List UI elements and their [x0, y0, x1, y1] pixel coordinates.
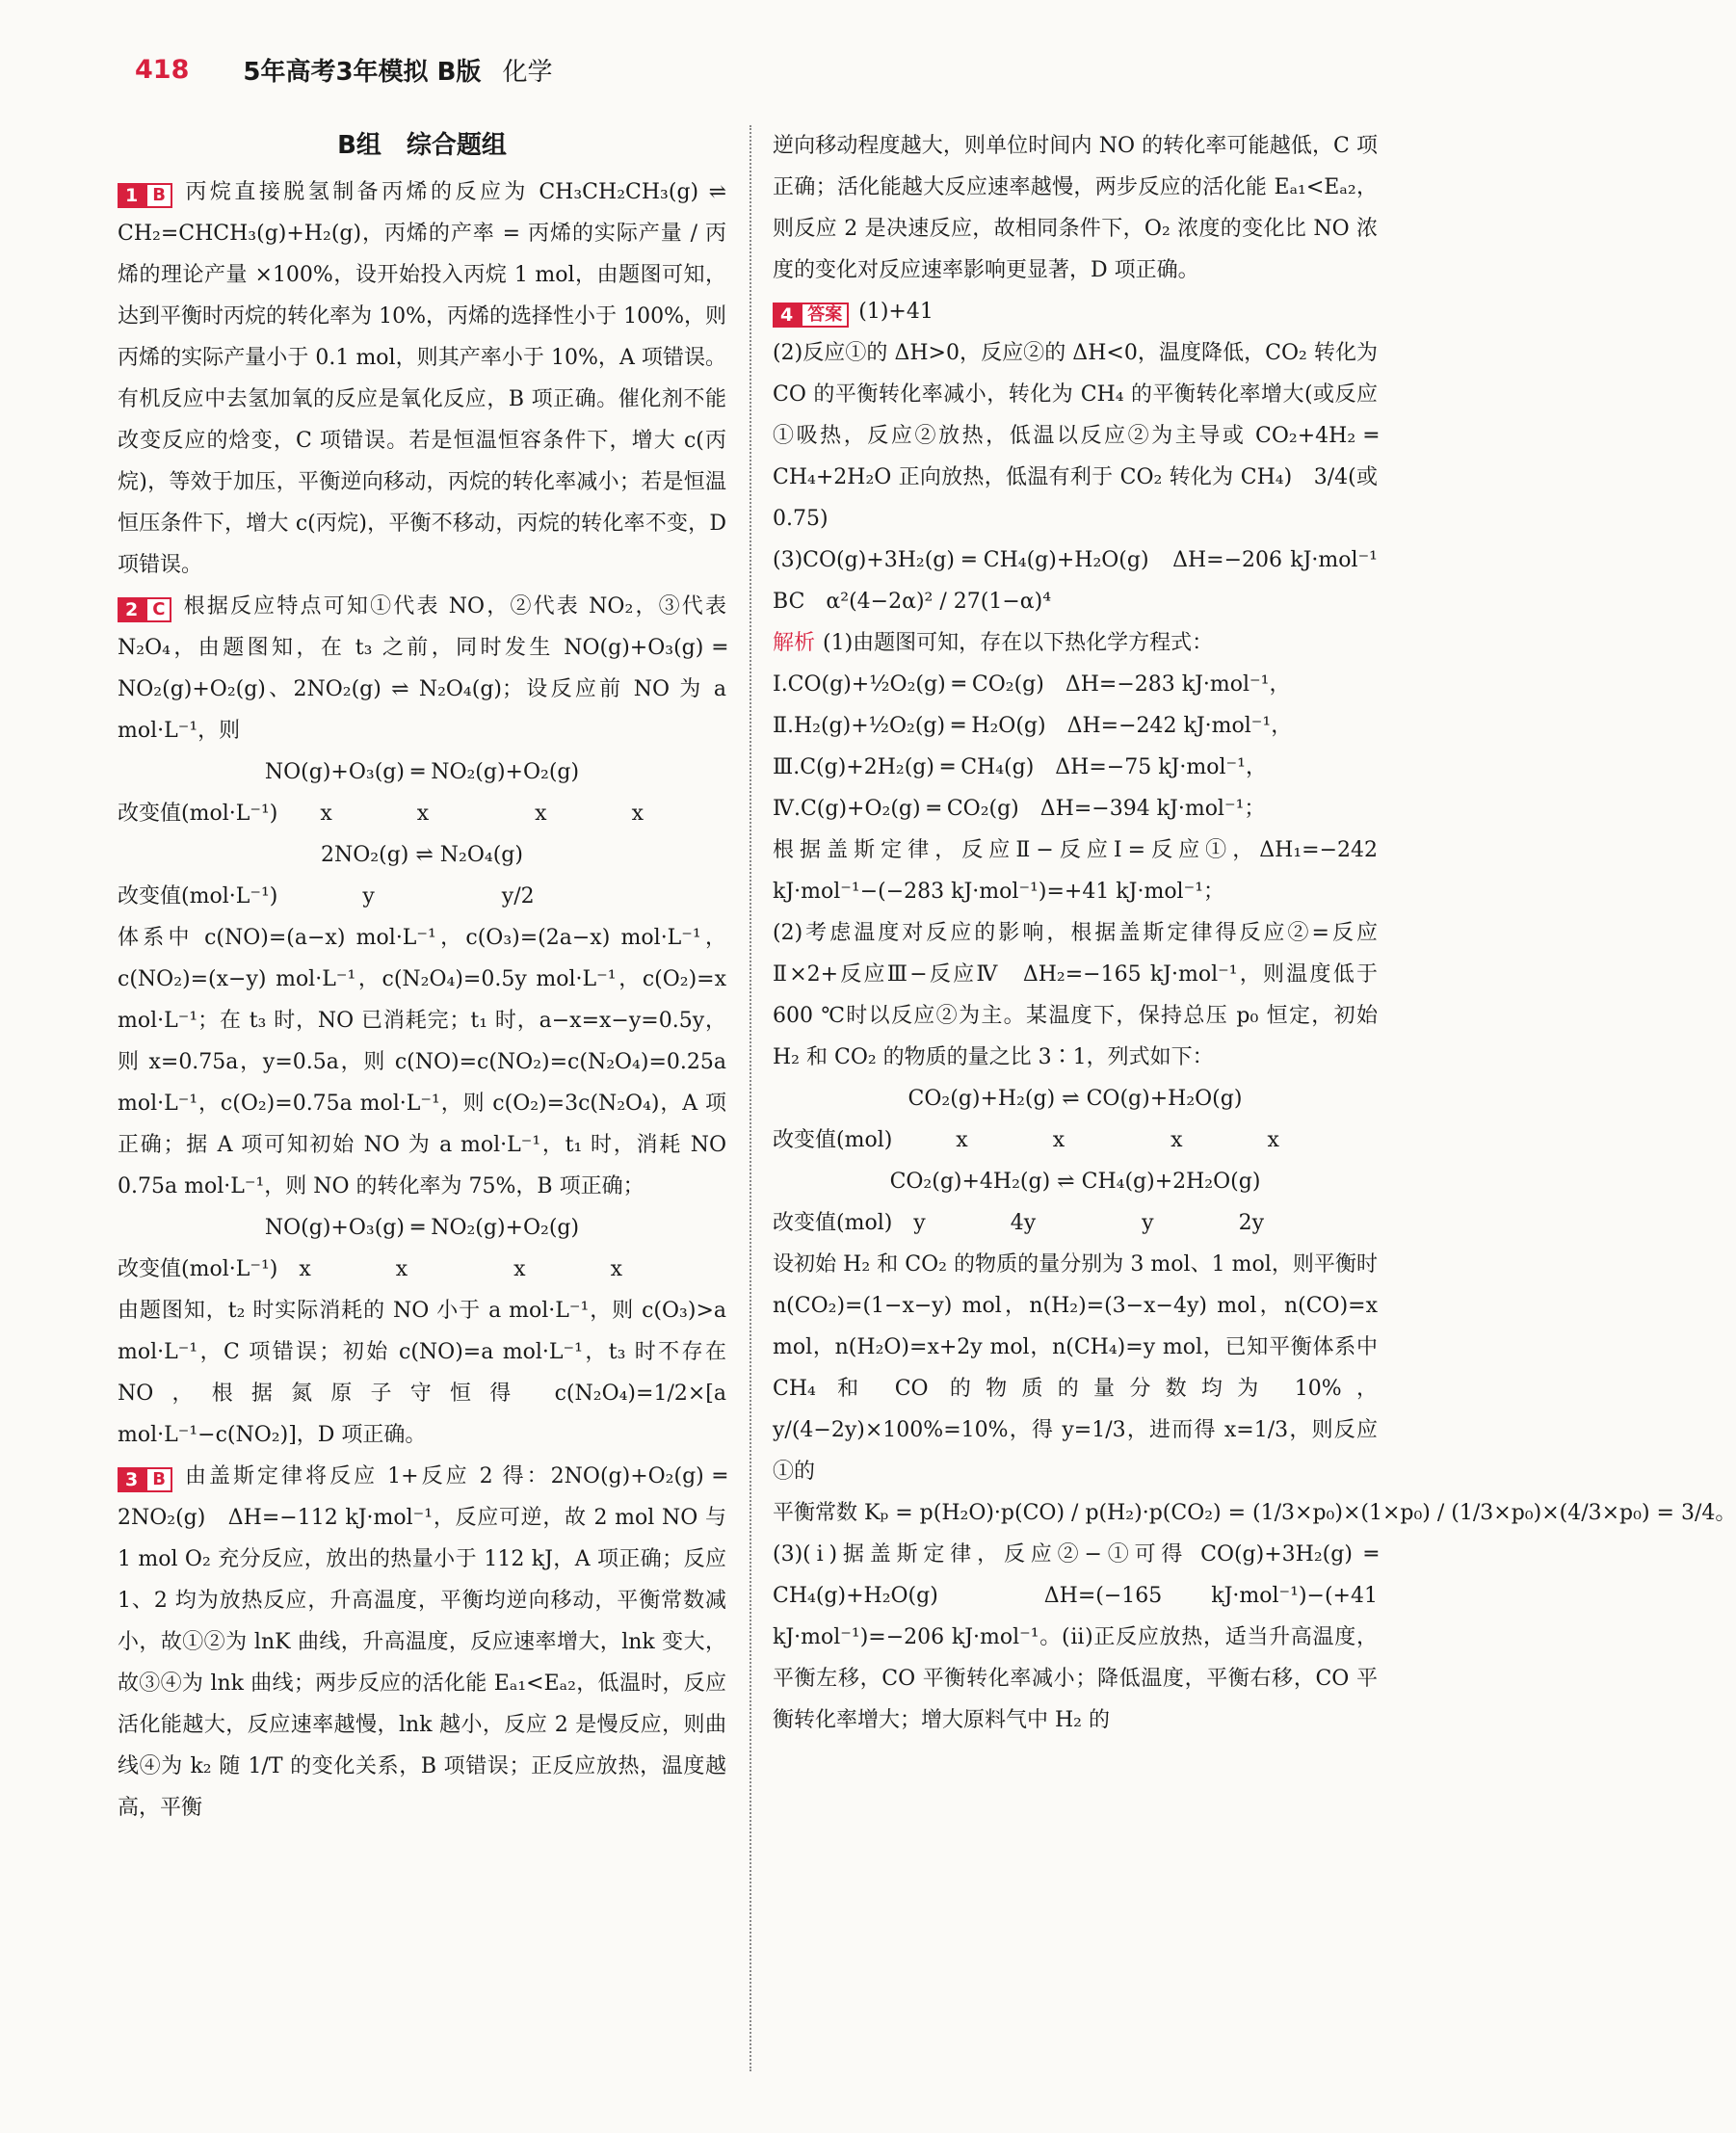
answer-letter: B [145, 183, 172, 208]
section-title: B组 综合题组 [337, 131, 507, 160]
right-column [773, 125, 1736, 1741]
paragraph-text: (1)+41 [858, 300, 934, 324]
answer-letter: 答案 [801, 303, 849, 328]
formula-line: 平衡常数 Kₚ = p(H₂O)·p(CO) / p(H₂)·p(CO₂) = (1/3×p₀)×(1×p₀) / (1/3×p₀)×(4/3×p₀) = 3/4。 [773, 1501, 1736, 1525]
text-paragraph [773, 1534, 1378, 1741]
text-paragraph [118, 917, 726, 1207]
question-number: 3 [118, 1467, 145, 1492]
left-column [118, 125, 726, 1829]
paragraph-text: (1)由题图可知，存在以下热化学方程式： [823, 631, 1214, 655]
question-number: 1 [118, 183, 145, 208]
question-answer-block [118, 586, 726, 751]
text-paragraph [773, 540, 1400, 622]
formula-line: 改变值(mol·L⁻¹) x x x x [118, 1257, 622, 1281]
formula-line: Ⅱ.H₂(g)+½O₂(g) ═ H₂O(g) ΔH=−242 kJ·mol⁻¹， [773, 714, 1293, 738]
question-badge [118, 183, 172, 208]
equation-line: 2NO₂(g) ⇌ N₂O₄(g) [321, 843, 523, 867]
formula-line: Ⅳ.C(g)+O₂(g) ═ CO₂(g) ΔH=−394 kJ·mol⁻¹； [773, 797, 1266, 821]
formula-line: 改变值(mol) y 4y y 2y [773, 1211, 1265, 1235]
formula-line: 改变值(mol·L⁻¹) y y/2 [118, 884, 535, 908]
column-divider [750, 125, 751, 2071]
page-header [135, 50, 552, 89]
question-answer-block [118, 171, 726, 586]
question-number: 2 [118, 597, 145, 622]
formula-line: 改变值(mol) x x x x [773, 1128, 1279, 1152]
text-paragraph [118, 1290, 726, 1456]
paragraph-text: 由题图知，t₂ 时实际消耗的 NO 小于 a mol·L⁻¹，则 c(O₃)>a mol·L⁻¹，C 项错误；初始 c(NO)=a mol·L⁻¹，t₃ 时不存在 NO，根据氮原子守恒得 c(N₂O₄)=1/2×[a mol·L⁻¹−c(NO₂)]，D 项正确。 [118, 1299, 726, 1447]
paragraph-text: 由盖斯定律将反应 1+反应 2 得：2NO(g)+O₂(g) ═ 2NO₂(g) ΔH=−112 kJ·mol⁻¹，反应可逆，故 2 mol NO 与 1 mol O₂ 充分反应，放出的热量小于 112 kJ，A 项正确；反应 1、2 均为放热反应，升高温度，平衡均逆向移动，平衡常数减小，故①②为 lnK 曲线，升高温度，反应速率增大，lnk 变大，故③④为 lnk 曲线；两步反应的活化能 Eₐ₁<Eₐ₂，低温时，反应活化能越大，反应速率越慢，lnk 越小，反应 2 是慢反应，则曲线④为 k₂ 随 1/T 的变化关系，B 项错误；正反应放热，温度越高，平衡 [118, 1464, 726, 1820]
paragraph-text: (2)考虑温度对反应的影响，根据盖斯定律得反应②=反应Ⅱ×2+反应Ⅲ−反应Ⅳ ΔH₂=−165 kJ·mol⁻¹，则温度低于 600 ℃时以反应②为主。某温度下，保持总压 p₀ 恒定，初始 H₂ 和 CO₂ 的物质的量之比 3∶1，列式如下： [773, 921, 1378, 1069]
paragraph-text: 逆向移动程度越大，则单位时间内 NO 的转化率可能越低，C 项正确；活化能越大反应速率越慢，两步反应的活化能 Eₐ₁<Eₐ₂，则反应 2 是决速反应，故相同条件下，O₂ 浓度的变化比 NO 浓度的变化对反应速率影响更显著，D 项正确。 [773, 134, 1378, 282]
text-paragraph [773, 830, 1378, 912]
paragraph-text: 设初始 H₂ 和 CO₂ 的物质的量分别为 3 mol、1 mol，则平衡时 n(CO₂)=(1−x−y) mol，n(H₂)=(3−x−4y) mol，n(CO)=x mol，n(H₂O)=x+2y mol，n(CH₄)=y mol，已知平衡体系中 CH₄ 和 CO 的物质的量分数均为 10%，y/(4−2y)×100%=10%，得 y=1/3，进而得 x=1/3，则反应①的 [773, 1252, 1378, 1484]
paragraph-text: (3)CO(g)+3H₂(g) ═ CH₄(g)+H₂O(g) ΔH=−206 kJ·mol⁻¹ BC α²(4−2α)² / 27(1−α)⁴ [773, 548, 1400, 614]
answer-letter: C [145, 597, 171, 622]
formula-line: Ⅰ.CO(g)+½O₂(g) ═ CO₂(g) ΔH=−283 kJ·mol⁻¹， [773, 672, 1291, 697]
paragraph-text: 丙烷直接脱氢制备丙烯的反应为 CH₃CH₂CH₃(g) ⇌ CH₂=CHCH₃(g)+H₂(g)，丙烯的产率 = 丙烯的实际产量 / 丙烯的理论产量 ×100%，设开始投入丙烷 1 mol，由题图可知，达到平衡时丙烷的转化率为 10%，丙烯的选择性小于 100%，则丙烯的实际产量小于 0.1 mol，则其产率小于 10%，A 项错误。有机反应中去氢加氧的反应是氧化反应，B 项正确。催化剂不能改变反应的焓变，C 项错误。若是恒温恒容条件下，增大 c(丙烷)，等效于加压，平衡逆向移动，丙烷的转化率减小；若是恒温恒压条件下，增大 c(丙烷)，平衡不移动，丙烷的转化率不变，D 项错误。 [118, 180, 726, 577]
text-paragraph [773, 332, 1378, 540]
formula-line: 改变值(mol·L⁻¹) x x x x [118, 802, 644, 826]
text-paragraph [773, 622, 1378, 664]
book-title: 5年高考3年模拟 B版 [243, 57, 482, 87]
formula-line: Ⅲ.C(g)+2H₂(g) ═ CH₄(g) ΔH=−75 kJ·mol⁻¹， [773, 755, 1267, 779]
equation-line: CO₂(g)+4H₂(g) ⇌ CH₄(g)+2H₂O(g) [889, 1170, 1261, 1194]
question-badge [118, 597, 171, 622]
paragraph-text: 根据反应特点可知①代表 NO，②代表 NO₂，③代表 N₂O₄，由题图知，在 t₃ 之前，同时发生 NO(g)+O₃(g) ═ NO₂(g)+O₂(g)、2NO₂(g) ⇌ N₂O₄(g)；设反应前 NO 为 a mol·L⁻¹，则 [118, 594, 726, 743]
paragraph-text: (3)(ⅰ)据盖斯定律，反应②−①可得 CO(g)+3H₂(g) ═ CH₄(g)+H₂O(g) ΔH=(−165 kJ·mol⁻¹)−(+41 kJ·mol⁻¹)=−206 kJ·mol⁻¹。(ⅱ)正反应放热，适当升高温度，平衡左移，CO 平衡转化率减小；降低温度，平衡右移，CO 平衡转化率增大；增大原料气中 H₂ 的 [773, 1542, 1378, 1732]
question-number: 4 [773, 303, 801, 328]
paragraph-text: 根据盖斯定律，反应Ⅱ−反应Ⅰ=反应①，ΔH₁=−242 kJ·mol⁻¹−(−283 kJ·mol⁻¹)=+41 kJ·mol⁻¹； [773, 838, 1378, 904]
text-paragraph [773, 912, 1378, 1078]
text-paragraph [773, 125, 1378, 291]
paragraph-text: 体系中 c(NO)=(a−x) mol·L⁻¹，c(O₃)=(2a−x) mol·L⁻¹，c(NO₂)=(x−y) mol·L⁻¹，c(N₂O₄)=0.5y mol·L⁻¹，c(O₂)=x mol·L⁻¹；在 t₃ 时，NO 已消耗完；t₁ 时，a−x=x−y=0.5y，则 x=0.75a，y=0.5a，则 c(NO)=c(NO₂)=c(N₂O₄)=0.25a mol·L⁻¹，c(O₂)=0.75a mol·L⁻¹，则 c(O₂)=3c(N₂O₄)，A 项正确；据 A 项可知初始 NO 为 a mol·L⁻¹，t₁ 时，消耗 NO 0.75a mol·L⁻¹，则 NO 的转化率为 75%，B 项正确； [118, 926, 726, 1198]
paragraph-text: (2)反应①的 ΔH>0，反应②的 ΔH<0，温度降低，CO₂ 转化为 CO 的平衡转化率减小，转化为 CH₄ 的平衡转化率增大(或反应①吸热，反应②放热，低温以反应②为主导或 CO₂+4H₂ ═ CH₄+2H₂O 正向放热，低温有利于 CO₂ 转化为 CH₄) 3/4(或 0.75) [773, 341, 1378, 531]
equation-line: NO(g)+O₃(g) ═ NO₂(g)+O₂(g) [264, 1216, 580, 1240]
equation-line: CO₂(g)+H₂(g) ⇌ CO(g)+H₂O(g) [907, 1087, 1243, 1111]
question-badge [773, 303, 849, 328]
question-badge [118, 1467, 172, 1492]
page-number: 418 [135, 54, 190, 85]
question-answer-block [118, 1456, 726, 1829]
subject-label: 化学 [502, 57, 553, 87]
text-paragraph [773, 1244, 1378, 1492]
answer-letter: B [145, 1467, 172, 1492]
equation-line: NO(g)+O₃(g) ═ NO₂(g)+O₂(g) [264, 760, 580, 784]
analysis-label: 解析 [773, 631, 816, 655]
question-answer-block [773, 291, 1378, 332]
